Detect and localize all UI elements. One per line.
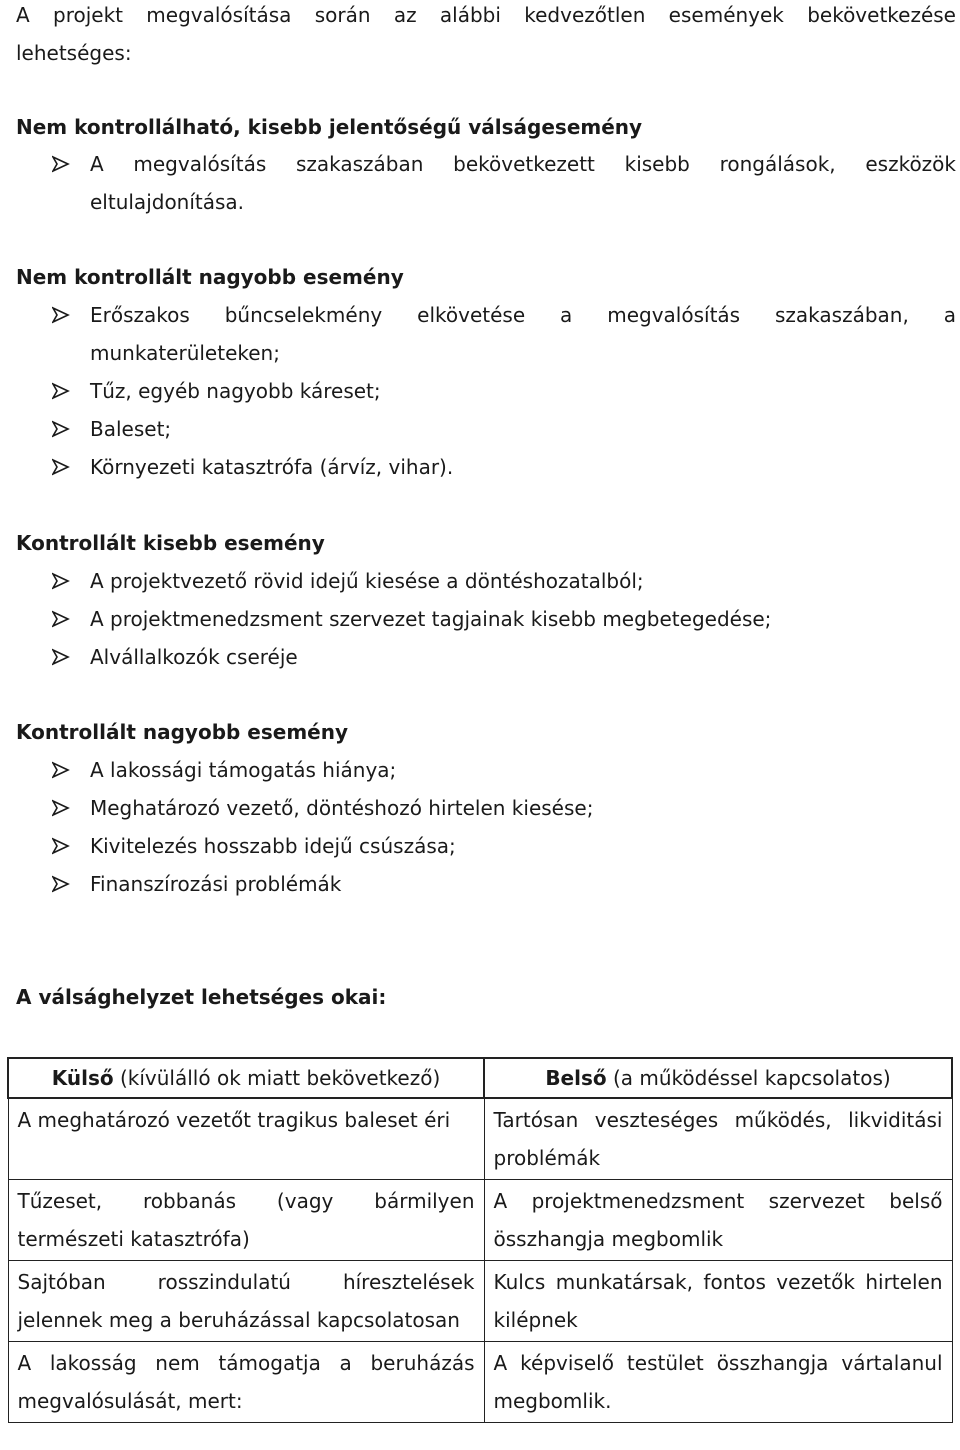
section-heading: Kontrollált kisebb esemény: [16, 531, 325, 555]
list-item: Alvállalkozók cseréje: [90, 645, 298, 669]
list-item-continuation: eltulajdonítása.: [90, 190, 245, 214]
list-item: Erőszakos bűncselekmény elkövetése a megvalósítás szakaszában, a: [90, 303, 956, 327]
arrow-bullet-icon: [52, 452, 70, 482]
table-cell-external: A lakosság nem támogatja a beruházás megvalósulását, mert:: [8, 1342, 484, 1423]
causes-heading: A válsághelyzet lehetséges okai:: [16, 985, 387, 1009]
header-internal-bold: Belső: [545, 1066, 607, 1090]
list-item: Finanszírozási problémák: [90, 872, 342, 896]
arrow-bullet-icon: [52, 414, 70, 444]
table-cell-external: Tűzeset, robbanás (vagy bármilyen természeti katasztrófa): [8, 1180, 484, 1261]
table-row: [8, 1342, 952, 1423]
intro-line-1: A projekt megvalósítása során az alábbi kedvezőtlen események bekövetkezése: [16, 3, 956, 27]
arrow-bullet-icon: [52, 149, 70, 179]
header-external: [8, 1058, 484, 1098]
arrow-bullet-icon: [52, 793, 70, 823]
list-item: Meghatározó vezető, döntéshozó hirtelen kiesése;: [90, 796, 594, 820]
list-item: Tűz, egyéb nagyobb káreset;: [90, 379, 381, 403]
arrow-bullet-icon: [52, 566, 70, 596]
section-heading: Kontrollált nagyobb esemény: [16, 720, 349, 744]
intro-line-2: lehetséges:: [16, 41, 132, 65]
list-item: A projektvezető rövid idejű kiesése a döntéshozatalból;: [90, 569, 644, 593]
list-item: A projektmenedzsment szervezet tagjainak kisebb megbetegedése;: [90, 607, 772, 631]
table-row: [8, 1098, 952, 1180]
section-heading: Nem kontrollálható, kisebb jelentőségű válságesemény: [16, 115, 643, 139]
table-cell-internal: Tartósan veszteséges működés, likviditási problémák: [484, 1098, 952, 1180]
header-internal: [484, 1058, 952, 1098]
causes-table: [7, 1057, 953, 1423]
arrow-bullet-icon: [52, 376, 70, 406]
arrow-bullet-icon: [52, 869, 70, 899]
arrow-bullet-icon: [52, 831, 70, 861]
list-item: Baleset;: [90, 417, 172, 441]
table-row: [8, 1261, 952, 1342]
table-cell-external: Sajtóban rosszindulatú híresztelések jelennek meg a beruházással kapcsolatosan: [8, 1261, 484, 1342]
table-cell-external: A meghatározó vezetőt tragikus baleset éri: [8, 1098, 484, 1180]
list-item: Környezeti katasztrófa (árvíz, vihar).: [90, 455, 454, 479]
table-cell-internal: A projektmenedzsment szervezet belső összhangja megbomlik: [484, 1180, 952, 1261]
list-item: A megvalósítás szakaszában bekövetkezett kisebb rongálások, eszközök: [90, 152, 956, 176]
list-item-continuation: munkaterületeken;: [90, 341, 280, 365]
section-heading: Nem kontrollált nagyobb esemény: [16, 265, 404, 289]
table-header-row: [8, 1058, 952, 1098]
table-row: [8, 1180, 952, 1261]
header-internal-rest: (a működéssel kapcsolatos): [606, 1066, 891, 1090]
header-external-bold: Külső: [51, 1066, 114, 1090]
header-external-rest: (kívülálló ok miatt bekövetkező): [113, 1066, 441, 1090]
arrow-bullet-icon: [52, 300, 70, 330]
arrow-bullet-icon: [52, 642, 70, 672]
list-item: A lakossági támogatás hiánya;: [90, 758, 397, 782]
arrow-bullet-icon: [52, 604, 70, 634]
list-item: Kivitelezés hosszabb idejű csúszása;: [90, 834, 456, 858]
table-cell-internal: Kulcs munkatársak, fontos vezetők hirtelen kilépnek: [484, 1261, 952, 1342]
table-cell-internal: A képviselő testület összhangja vártalanul megbomlik.: [484, 1342, 952, 1423]
arrow-bullet-icon: [52, 755, 70, 785]
